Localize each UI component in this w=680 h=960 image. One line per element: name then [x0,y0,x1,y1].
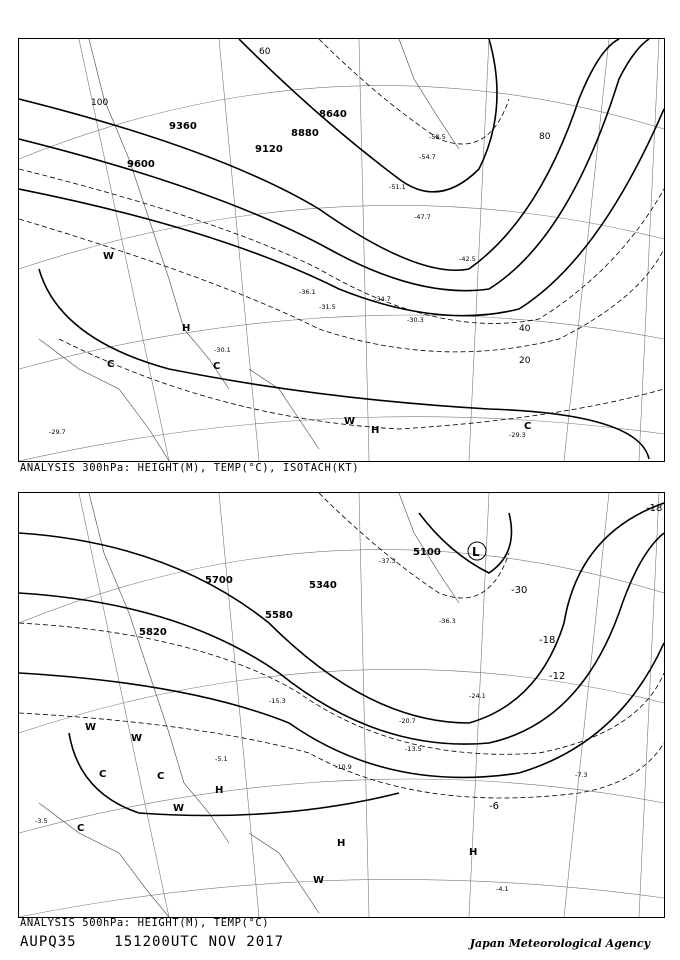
low-center [468,542,486,560]
isotherm-label: -12 [549,671,566,682]
isotherm-label: -18 [646,503,663,514]
isotach-label: 20 [519,356,531,366]
isotach-label: 60 [259,47,271,57]
warm-marker: W [313,875,325,886]
temp-label: -3.5 [35,817,48,825]
warm-marker: W [344,416,356,427]
height-label: 5100 [413,547,441,558]
temp-label: -31.5 [319,303,336,311]
cold-marker: C [213,361,221,372]
high-marker: H [337,838,346,849]
isotherm-label: -30 [511,585,528,596]
temp-label: -20.7 [399,717,416,725]
temperature-labels [49,133,526,439]
map-300hpa [19,39,664,461]
warm-marker: W [85,722,97,733]
temp-label: -29.3 [509,431,526,439]
cold-marker: C [107,359,115,370]
graticule [19,493,664,917]
temp-label: -36.1 [299,288,316,296]
height-label: 5700 [205,575,233,586]
bulletin-code: AUPQ35 151200UTC NOV 2017 [20,934,285,950]
height-label: 8640 [319,109,347,120]
isotach-labels [91,47,551,366]
isotach-label: 40 [519,324,531,334]
temp-label: -51.1 [389,183,406,191]
temp-label: -15.3 [269,697,286,705]
height-label: 5820 [139,627,167,638]
map-panel-300hpa [18,38,665,462]
temp-label: -58.5 [429,133,446,141]
temp-label: -36.3 [439,617,456,625]
temp-label: -29.7 [49,428,66,436]
temp-label: -30.1 [214,346,231,354]
high-marker: H [371,425,380,436]
height-contours [19,39,664,459]
temp-label: -10.9 [335,763,352,771]
warm-marker: W [131,733,143,744]
caption-500hpa: ANALYSIS 500hPa: HEIGHT(M), TEMP(°C) [20,917,270,929]
caption-300hpa: ANALYSIS 300hPa: HEIGHT(M), TEMP(°C), ISOTACH(KT) [20,462,360,474]
temp-label: -47.7 [414,213,431,221]
high-marker: H [215,785,224,796]
temp-label: -30.3 [407,316,424,324]
temp-label: -54.7 [419,153,436,161]
height-label: 9120 [255,144,283,155]
isotherm-label: -18 [539,635,556,646]
temp-label: -34.7 [374,295,391,303]
isotherms [19,39,664,429]
cold-marker: C [524,421,532,432]
warm-marker: W [173,803,185,814]
temp-label: -7.3 [575,771,588,779]
cold-marker: C [99,769,107,780]
isotach-label: 100 [91,98,109,108]
high-marker: H [182,323,191,334]
height-label: 8880 [291,128,319,139]
height-label: 9600 [127,159,155,170]
high-marker: H [469,847,478,858]
temp-label: -24.1 [469,692,486,700]
height-label: 5580 [265,610,293,621]
temp-label: -42.5 [459,255,476,263]
agency-name: Japan Meteorological Agency [469,937,650,950]
cold-marker: C [77,823,85,834]
warm-marker: W [103,251,115,262]
height-label: 5340 [309,580,337,591]
isotherm-label: -6 [489,801,499,812]
height-label: 9360 [169,121,197,132]
temp-label: -4.1 [496,885,509,893]
temp-label: -5.1 [215,755,228,763]
temp-label: -13.5 [405,745,422,753]
map-500hpa [19,493,664,917]
graticule [19,39,664,461]
temp-label: -37.3 [379,557,396,565]
low-marker: L [472,545,480,559]
isotach-label: 80 [539,132,551,142]
cold-marker: C [157,771,165,782]
temperature-labels [35,557,588,893]
map-panel-500hpa [18,492,665,918]
isotherm-labels [489,503,662,812]
coastline [39,493,459,917]
